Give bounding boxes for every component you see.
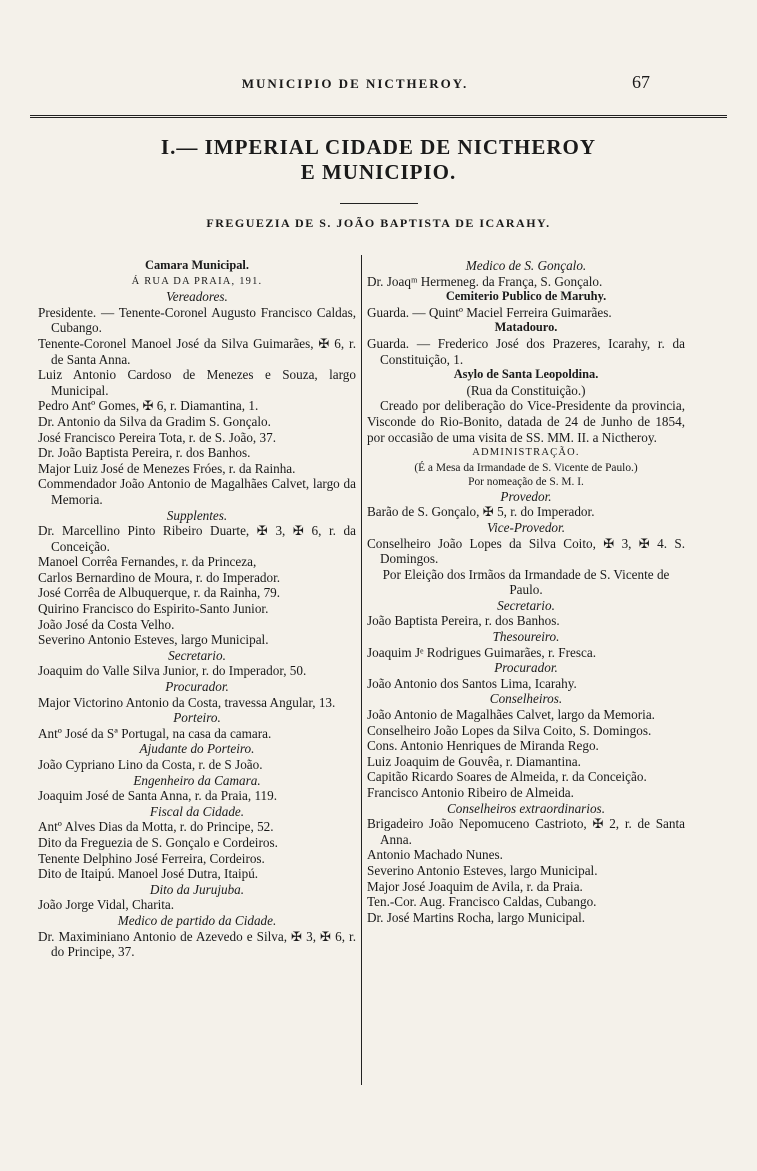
section-heading: Procurador. <box>494 660 558 676</box>
entry-line: Major Victorino Antonio da Costa, travessa Angular, 13. <box>38 694 336 710</box>
section-heading: (Rua da Constituição.) <box>466 382 586 398</box>
entry-line: Guarda. — Frederico José dos Prazeres, Icarahy, r. da Constituição, 1. <box>367 335 685 367</box>
entry-line: Antº Alves Dias da Motta, r. do Principe, 52. <box>38 819 274 835</box>
entry-line: Dito da Freguezia de S. Gonçalo e Cordeiros. <box>38 834 278 850</box>
section-heading: Secretario. <box>497 597 555 613</box>
entry-line: Pedro Antº Gomes, ✠ 6, r. Diamantina, 1. <box>38 398 259 414</box>
entry-line: João Antonio dos Santos Lima, Icarahy. <box>367 675 577 691</box>
title-line-1: I.— IMPERIAL CIDADE DE NICTHEROY <box>160 135 597 159</box>
entry-line: Dr. João Baptista Pereira, r. dos Banhos. <box>38 445 251 461</box>
entry-line: Severino Antonio Esteves, largo Municipal. <box>367 862 598 878</box>
entry-line: Joaquim do Valle Silva Junior, r. do Imperador, 50. <box>38 663 307 679</box>
section-heading: Por Eleição dos Irmãos da Irmandade de S. Vicente de Paulo. <box>382 566 670 598</box>
entry-line: Quirino Francisco do Espirito-Santo Junior. <box>38 601 269 617</box>
entry-line: Dr. Maximiniano Antonio de Azevedo e Silva, ✠ 3, ✠ 6, r. do Principe, 37. <box>38 928 356 960</box>
section-heading: (É a Mesa da Irmandade de S. Vicente de Paulo.) <box>414 461 638 474</box>
entry-line: Dr. Marcellino Pinto Ribeiro Duarte, ✠ 3, ✠ 6, r. da Conceição. <box>38 523 356 554</box>
section-heading: Provedor. <box>500 488 552 504</box>
title-rule <box>340 203 418 204</box>
section-heading: Engenheiro da Camara. <box>133 772 261 788</box>
entry-line: Antº José da Sª Portugal, na casa da camara. <box>38 725 272 741</box>
section-heading: Á RUA DA PRAIA, 191. <box>131 275 263 287</box>
section-heading: Procurador. <box>165 679 229 695</box>
entry-line: José Corrêa de Albuquerque, r. da Rainha, 79. <box>38 585 281 601</box>
right-column <box>367 258 685 925</box>
entry-line: Antonio Machado Nunes. <box>367 847 503 863</box>
section-heading: Porteiro. <box>173 710 221 726</box>
title-block <box>0 135 757 185</box>
title-line-2: E MUNICIPIO. <box>300 160 457 184</box>
section-heading: Ajudante do Porteiro. <box>139 741 255 757</box>
entry-line: Dr. José Martins Rocha, largo Municipal. <box>367 909 586 925</box>
entry-line: João Baptista Pereira, r. dos Banhos. <box>367 613 560 629</box>
entry-line: Creado por deliberação do Vice-Presidente da provincia, Visconde do Rio-Bonito, datada de 24 de Junho de 1854, por occasião de uma visita de SS. MM. II. a Nictheroy. <box>367 398 685 445</box>
entry-line: João Antonio de Magalhães Calvet, largo da Memoria. <box>367 707 655 723</box>
section-heading: Dito da Jurujuba. <box>149 881 245 897</box>
header-rule <box>30 115 727 121</box>
page-number: 67 <box>632 72 650 92</box>
entry-line: Tenente Delphino José Ferreira, Cordeiros. <box>38 850 265 866</box>
section-heading: Medico de partido da Cidade. <box>117 912 277 928</box>
section-heading: ADMINISTRAÇÃO. <box>472 447 580 459</box>
entry-line: Barão de S. Gonçalo, ✠ 5, r. do Imperador. <box>367 504 595 520</box>
entry-line: Carlos Bernardino de Moura, r. do Imperador. <box>38 569 281 585</box>
entry-line: Luiz Joaquim de Gouvêa, r. Diamantina. <box>367 753 581 769</box>
running-title: MUNICIPIO DE NICTHEROY. <box>241 76 469 91</box>
section-heading: Secretario. <box>168 647 226 663</box>
section-heading: Conselheiros extraordinarios. <box>446 800 605 816</box>
entry-line: João Cypriano Lino da Costa, r. de S João. <box>38 757 263 772</box>
section-heading: Asylo de Santa Leopoldina. <box>453 367 599 382</box>
entry-line: Capitão Ricardo Soares de Almeida, r. da Conceição. <box>367 769 647 785</box>
entry-line: Presidente. — Tenente-Coronel Augusto Francisco Caldas, Cubango. <box>38 304 356 336</box>
entry-line: Manoel Corrêa Fernandes, r. da Princeza, <box>38 554 257 570</box>
section-heading: Camara Municipal. <box>145 258 249 272</box>
entry-line: Tenente-Coronel Manoel José da Silva Guimarães, ✠ 6, r. de Santa Anna. <box>38 335 356 367</box>
left-column <box>38 258 356 960</box>
column-divider <box>361 255 362 1085</box>
entry-line: Dito de Itaipú. Manoel José Dutra, Itaipú. <box>38 866 259 882</box>
entry-line: Conselheiro João Lopes da Silva Coito, S. Domingos. <box>367 722 652 738</box>
section-heading: Thesoureiro. <box>492 629 560 645</box>
entry-line: Dr. Joaqᵐ Hermeneg. da França, S. Gonçalo. <box>367 273 603 289</box>
entry-line: Major José Joaquim de Avila, r. da Praia. <box>367 878 583 894</box>
entry-line: Brigadeiro João Nepomuceno Castrioto, ✠ 2, r. de Santa Anna. <box>367 816 685 847</box>
section-heading: Supplentes. <box>166 507 228 523</box>
entry-line: Francisco Antonio Ribeiro de Almeida. <box>367 785 574 800</box>
entry-line: Cons. Antonio Henriques de Miranda Rego. <box>367 738 599 754</box>
entry-line: Joaquim Jᵉ Rodrigues Guimarães, r. Fresca. <box>367 644 596 660</box>
entry-line: Dr. Antonio da Silva da Gradim S. Gonçalo. <box>38 413 271 429</box>
entry-line: Severino Antonio Esteves, largo Municipal. <box>38 632 269 648</box>
entry-line: Joaquim José de Santa Anna, r. da Praia, 119. <box>38 788 278 804</box>
entry-line: Luiz Antonio Cardoso de Menezes e Souza, largo Municipal. <box>38 367 356 398</box>
section-heading: Medico de S. Gonçalo. <box>465 258 587 273</box>
section-heading: Vice-Provedor. <box>487 519 565 535</box>
parish-subtitle: FREGUEZIA DE S. JOÃO BAPTISTA DE ICARAHY. <box>206 216 551 230</box>
section-heading: Fiscal da Cidade. <box>149 803 245 819</box>
section-heading: Matadouro. <box>494 320 558 335</box>
entry-line: José Francisco Pereira Tota, r. de S. João, 37. <box>38 429 276 445</box>
entry-line: Commendador João Antonio de Magalhães Calvet, largo da Memoria. <box>38 476 356 507</box>
section-heading: Cemiterio Publico de Maruhy. <box>445 289 607 304</box>
section-heading: Vereadores. <box>166 289 228 305</box>
section-heading: Por nomeação de S. M. I. <box>468 475 584 488</box>
entry-line: João José da Costa Velho. <box>38 616 175 632</box>
entry-line: Guarda. — Quintº Maciel Ferreira Guimarães. <box>367 304 612 320</box>
entry-line: Ten.-Cor. Aug. Francisco Caldas, Cubango. <box>367 894 597 910</box>
entry-line: Conselheiro João Lopes da Silva Coito, ✠ 3, ✠ 4. S. Domingos. <box>367 535 685 567</box>
entry-line: Major Luiz José de Menezes Fróes, r. da Rainha. <box>38 460 296 476</box>
section-heading: Conselheiros. <box>489 691 563 707</box>
entry-line: João Jorge Vidal, Charita. <box>38 897 175 913</box>
